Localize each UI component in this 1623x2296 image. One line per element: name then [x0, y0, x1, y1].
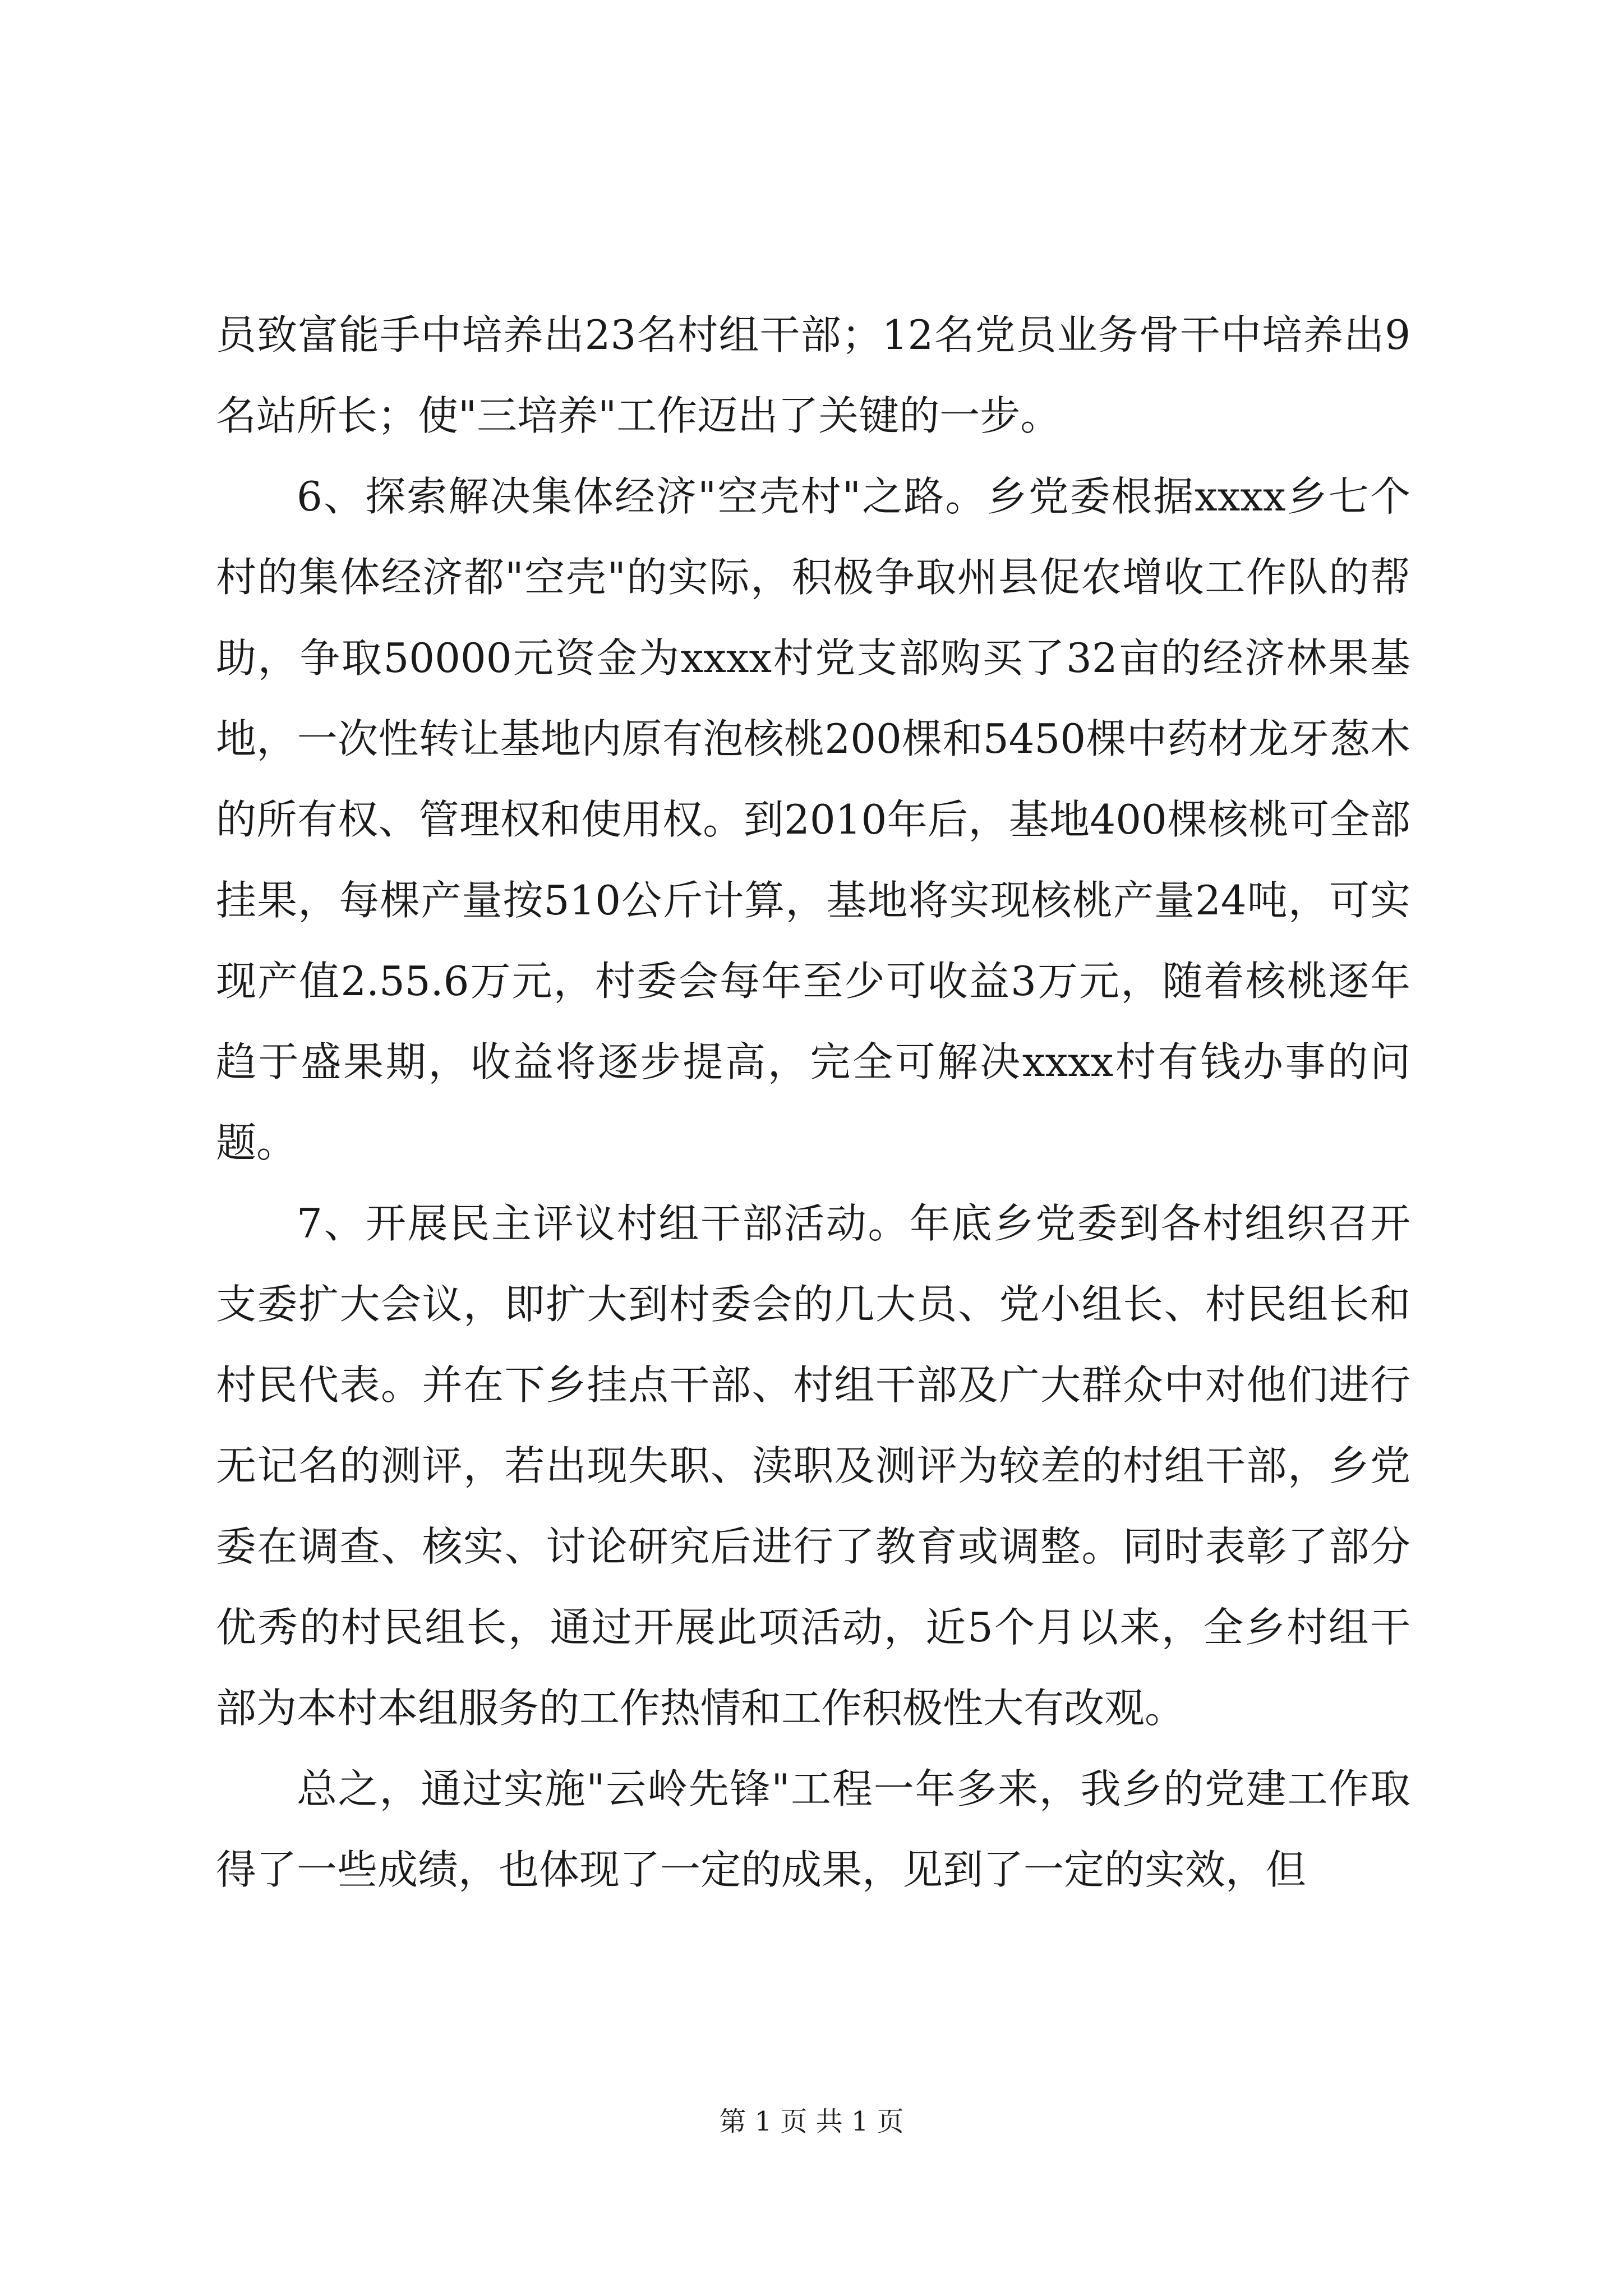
- paragraph-item-6: 6、探索解决集体经济"空壳村"之路。乡党委根据xxxx乡七个村的集体经济都"空壳"的实际，积极争取州县促农增收工作队的帮助，争取50000元资金为xxxx村党支部购买了32亩的经济林果基地，一次性转让基地内原有泡核桃200棵和5450棵中药材龙牙葱木的所有权、管理权和使用权。到2010年后，基地400棵核桃可全部挂果，每棵产量按510公斤计算，基地将实现核桃产量24吨，可实现产值2.55.6万元，村委会每年至少可收益3万元，随着核桃逐年趋于盛果期，收益将逐步提高，完全可解决xxxx村有钱办事的问题。: [216, 473, 1410, 1166]
- paragraph-item-7: 7、开展民主评议村组干部活动。年底乡党委到各村组织召开支委扩大会议，即扩大到村委会的几大员、党小组长、村民组长和村民代表。并在下乡挂点干部、村组干部及广大群众中对他们进行无记名的测评，若出现失职、渎职及测评为较差的村组干部，乡党委在调查、核实、讨论研究后进行了教育或调整。同时表彰了部分优秀的村民组长，通过开展此项活动，近5个月以来，全乡村组干部为本村本组服务的工作热情和工作积极性大有改观。: [216, 1200, 1410, 1732]
- paragraph-continuation: 员致富能手中培养出23名村组干部；12名党员业务骨干中培养出9名站所长；使"三培养"工作迈出了关键的一步。: [216, 311, 1410, 439]
- paragraph-summary: 总之，通过实施"云岭先锋"工程一年多来，我乡的党建工作取得了一些成绩，也体现了一定的成果，见到了一定的实效，但: [216, 1765, 1410, 1893]
- document-body: [216, 295, 1410, 1910]
- page-footer: 第 1 页 共 1 页: [719, 2106, 904, 2137]
